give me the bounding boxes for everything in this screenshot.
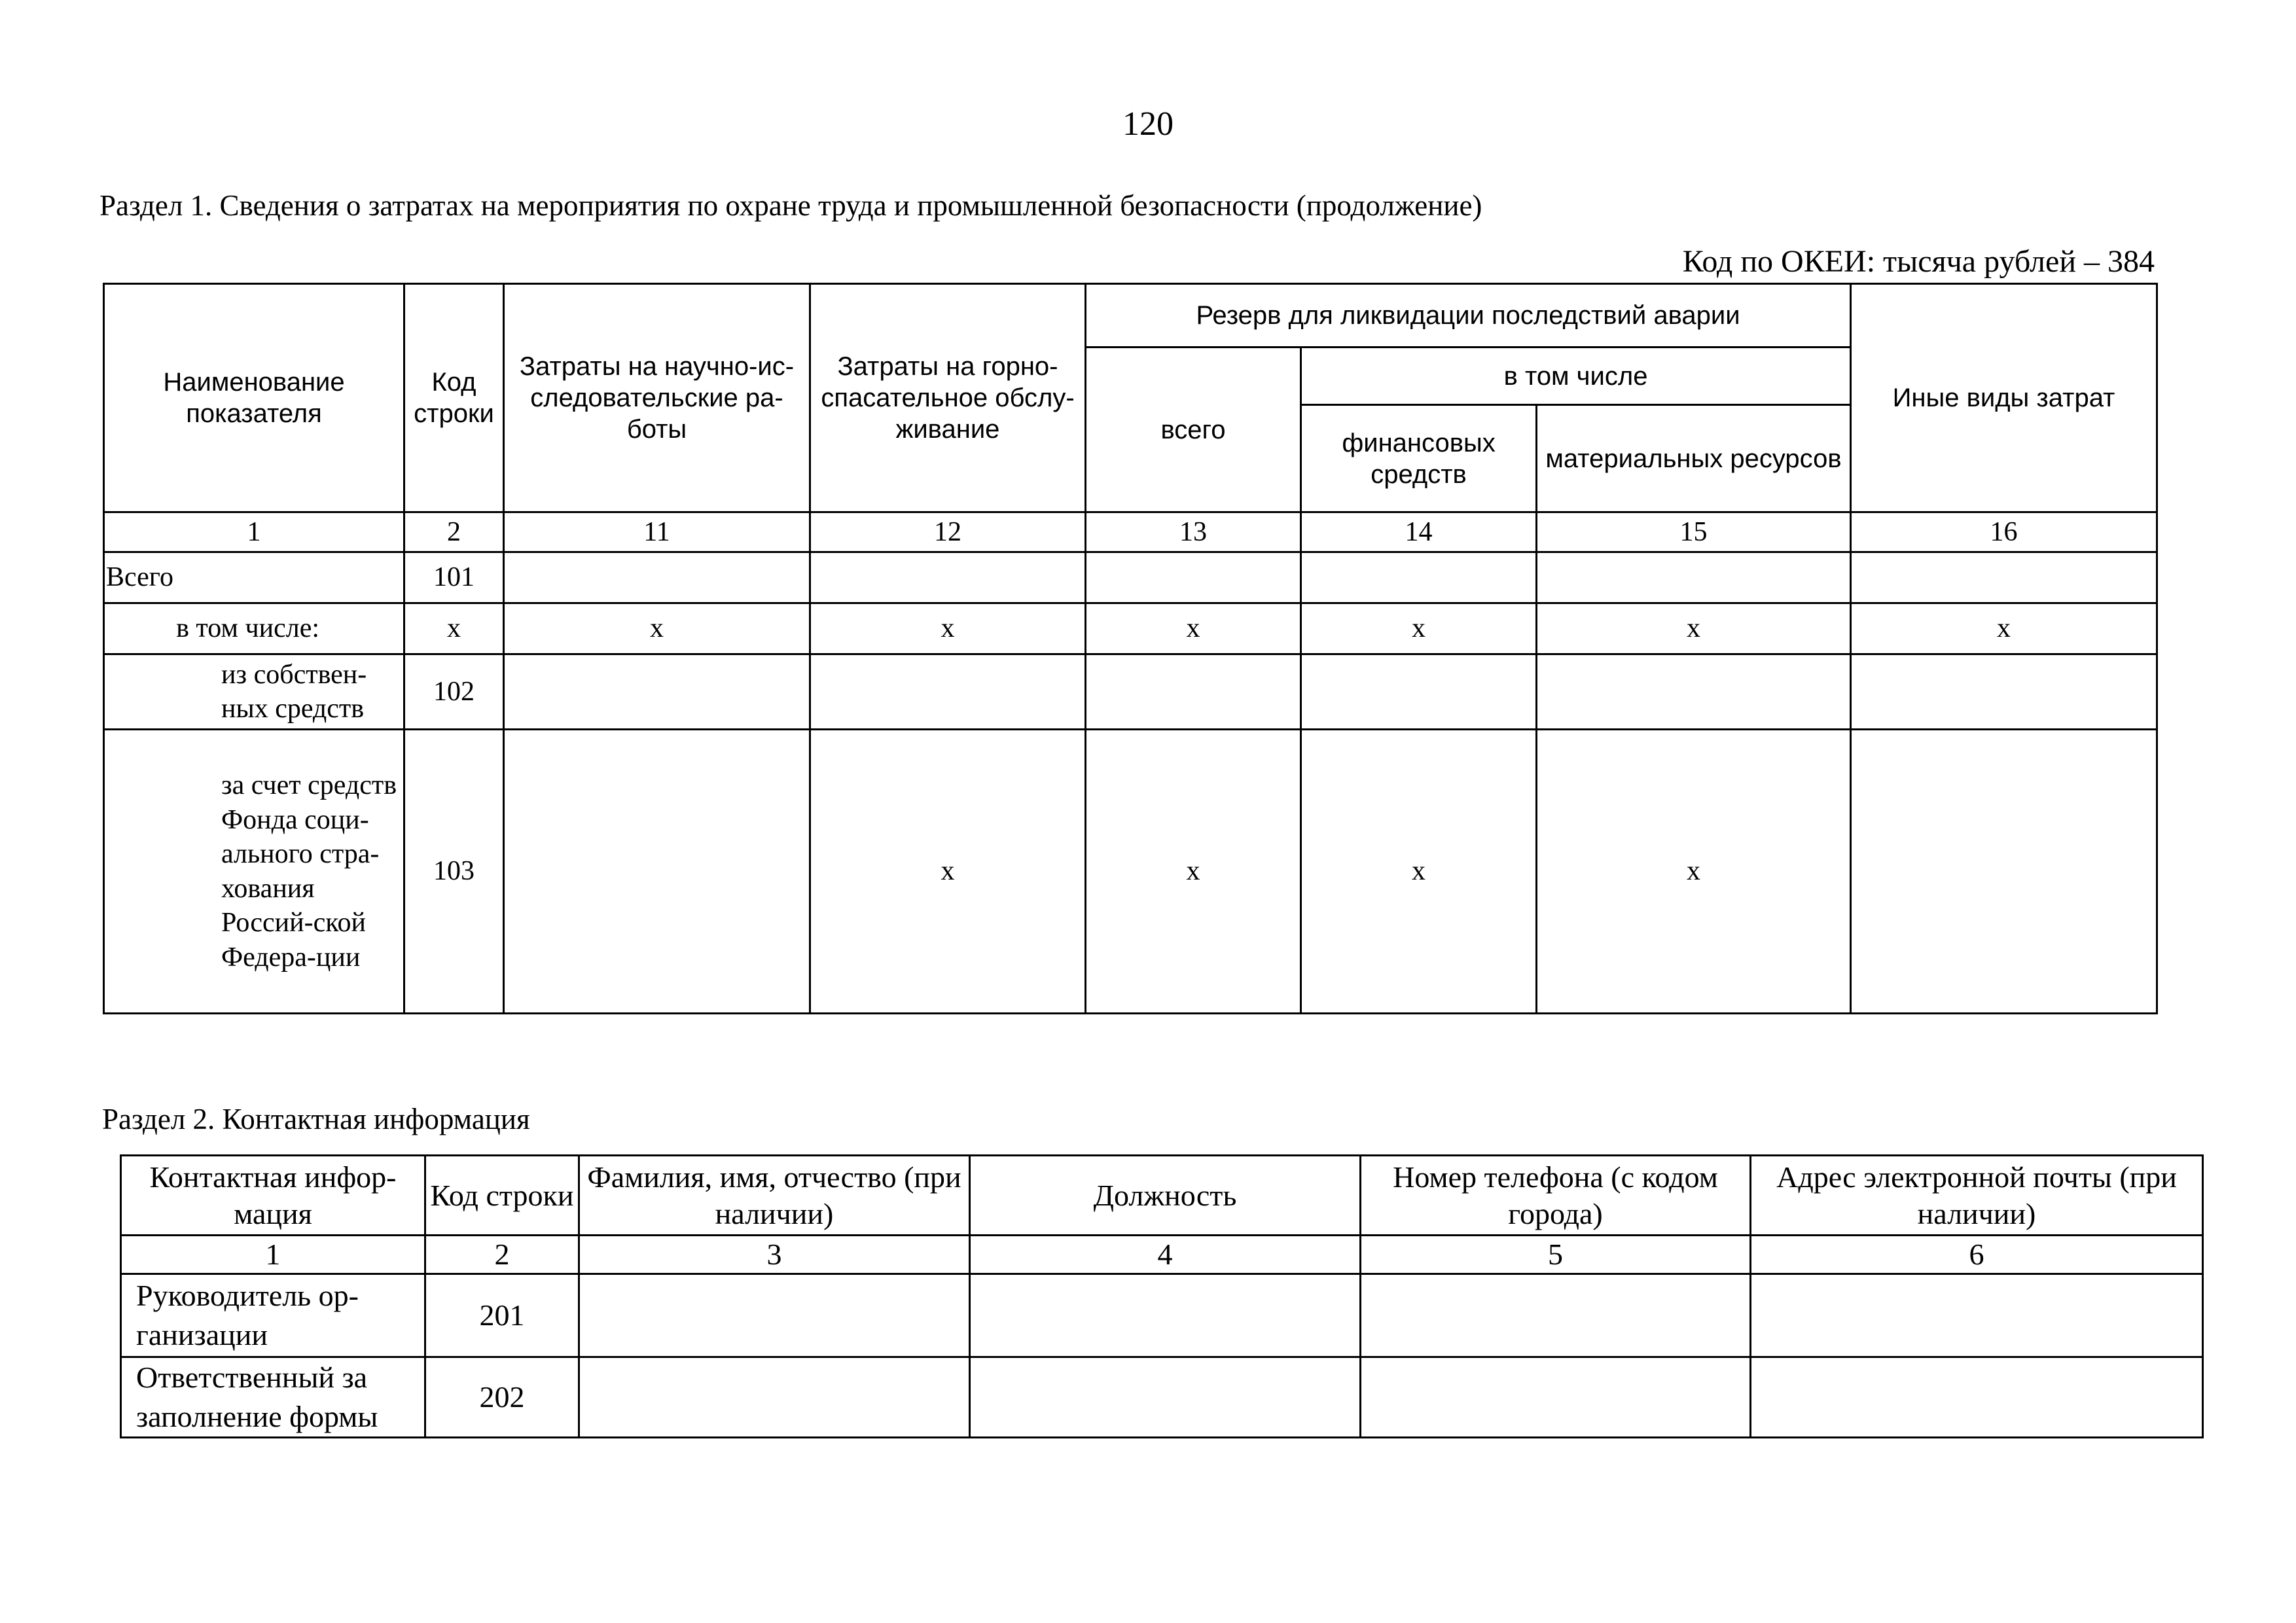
email-cell[interactable] bbox=[1751, 1357, 2203, 1438]
phone-cell[interactable] bbox=[1361, 1274, 1751, 1357]
data-cell[interactable] bbox=[810, 552, 1086, 603]
col-number: 11 bbox=[504, 512, 810, 552]
data-cell[interactable] bbox=[1851, 730, 2157, 1014]
fio-cell[interactable] bbox=[579, 1357, 970, 1438]
row-label: Руководитель ор-ганизации bbox=[121, 1274, 425, 1357]
col-number: 13 bbox=[1086, 512, 1301, 552]
data-cell[interactable] bbox=[504, 552, 810, 603]
row-code: 102 bbox=[404, 654, 504, 730]
okei-code: Код по ОКЕИ: тысяча рублей – 384 bbox=[1682, 244, 2155, 279]
row-label: в том числе: bbox=[104, 603, 404, 654]
data-cell: х bbox=[1086, 730, 1301, 1014]
data-cell[interactable] bbox=[1301, 654, 1537, 730]
page-number: 120 bbox=[1122, 105, 1174, 143]
row-code: 202 bbox=[425, 1357, 579, 1438]
header-research: Затраты на научно-ис-следовательские ра-боты bbox=[504, 284, 810, 512]
header-financial: финансовых средств bbox=[1301, 405, 1537, 512]
section1-title: Раздел 1. Сведения о затратах на мероприятия по охране труда и промышленной безопасности (продолжение) bbox=[99, 189, 1482, 222]
table-row bbox=[121, 1274, 2203, 1357]
data-cell[interactable] bbox=[1851, 552, 2157, 603]
header-rescue: Затраты на горно-спасательное обслу-живание bbox=[810, 284, 1086, 512]
email-cell[interactable] bbox=[1751, 1274, 2203, 1357]
phone-cell[interactable] bbox=[1361, 1357, 1751, 1438]
data-cell: х bbox=[1537, 603, 1851, 654]
data-cell[interactable] bbox=[1301, 552, 1537, 603]
header-reserve: Резерв для ликвидации последствий аварии bbox=[1086, 284, 1851, 348]
header-total: всего bbox=[1086, 348, 1301, 512]
data-cell[interactable] bbox=[1537, 654, 1851, 730]
table-row bbox=[104, 603, 2157, 654]
data-cell: х bbox=[810, 603, 1086, 654]
data-cell[interactable] bbox=[504, 654, 810, 730]
section2-table bbox=[120, 1154, 2204, 1438]
table-row bbox=[121, 1357, 2203, 1438]
section1-table bbox=[103, 283, 2158, 1014]
header-position: Должность bbox=[970, 1156, 1361, 1236]
col-number: 1 bbox=[121, 1236, 425, 1274]
col-number: 16 bbox=[1851, 512, 2157, 552]
data-cell[interactable] bbox=[1537, 552, 1851, 603]
row-label: Всего bbox=[104, 552, 404, 603]
header-fio: Фамилия, имя, отчество (при наличии) bbox=[579, 1156, 970, 1236]
position-cell[interactable] bbox=[970, 1274, 1361, 1357]
column-numbers-row bbox=[104, 512, 2157, 552]
col-number: 12 bbox=[810, 512, 1086, 552]
col-number: 6 bbox=[1751, 1236, 2203, 1274]
data-cell[interactable] bbox=[1086, 654, 1301, 730]
col-number: 2 bbox=[404, 512, 504, 552]
header-contact: Контактная инфор-мация bbox=[121, 1156, 425, 1236]
row-label: Ответственный за заполнение формы bbox=[121, 1357, 425, 1438]
header-including: в том числе bbox=[1301, 348, 1851, 405]
header-other: Иные виды затрат bbox=[1851, 284, 2157, 512]
header-phone: Номер телефона (с кодом города) bbox=[1361, 1156, 1751, 1236]
data-cell: х bbox=[1301, 730, 1537, 1014]
data-cell[interactable] bbox=[504, 730, 810, 1014]
row-code: х bbox=[404, 603, 504, 654]
data-cell: х bbox=[1537, 730, 1851, 1014]
data-cell[interactable] bbox=[1086, 552, 1301, 603]
data-cell: х bbox=[1086, 603, 1301, 654]
data-cell[interactable] bbox=[1851, 654, 2157, 730]
data-cell: х bbox=[1851, 603, 2157, 654]
col-number: 2 bbox=[425, 1236, 579, 1274]
table-row bbox=[104, 654, 2157, 730]
header-name: Наименование показателя bbox=[104, 284, 404, 512]
section2-title: Раздел 2. Контактная информация bbox=[102, 1103, 530, 1135]
data-cell[interactable] bbox=[810, 654, 1086, 730]
row-code: 201 bbox=[425, 1274, 579, 1357]
col-number: 14 bbox=[1301, 512, 1537, 552]
data-cell: х bbox=[504, 603, 810, 654]
fio-cell[interactable] bbox=[579, 1274, 970, 1357]
row-code: 101 bbox=[404, 552, 504, 603]
header-code: Код строки bbox=[425, 1156, 579, 1236]
column-numbers-row bbox=[121, 1236, 2203, 1274]
header-email: Адрес электронной почты (при наличии) bbox=[1751, 1156, 2203, 1236]
col-number: 3 bbox=[579, 1236, 970, 1274]
col-number: 4 bbox=[970, 1236, 1361, 1274]
col-number: 5 bbox=[1361, 1236, 1751, 1274]
row-label: из собствен-ных средств bbox=[104, 654, 404, 730]
header-material: материальных ресурсов bbox=[1537, 405, 1851, 512]
row-label: за счет средств Фонда соци-ального стра-хования Россий-ской Федера-ции bbox=[104, 730, 404, 1014]
data-cell: х bbox=[810, 730, 1086, 1014]
table-row bbox=[104, 730, 2157, 1014]
position-cell[interactable] bbox=[970, 1357, 1361, 1438]
col-number: 1 bbox=[104, 512, 404, 552]
row-code: 103 bbox=[404, 730, 504, 1014]
data-cell: х bbox=[1301, 603, 1537, 654]
table-row bbox=[104, 552, 2157, 603]
col-number: 15 bbox=[1537, 512, 1851, 552]
header-code: Код строки bbox=[404, 284, 504, 512]
